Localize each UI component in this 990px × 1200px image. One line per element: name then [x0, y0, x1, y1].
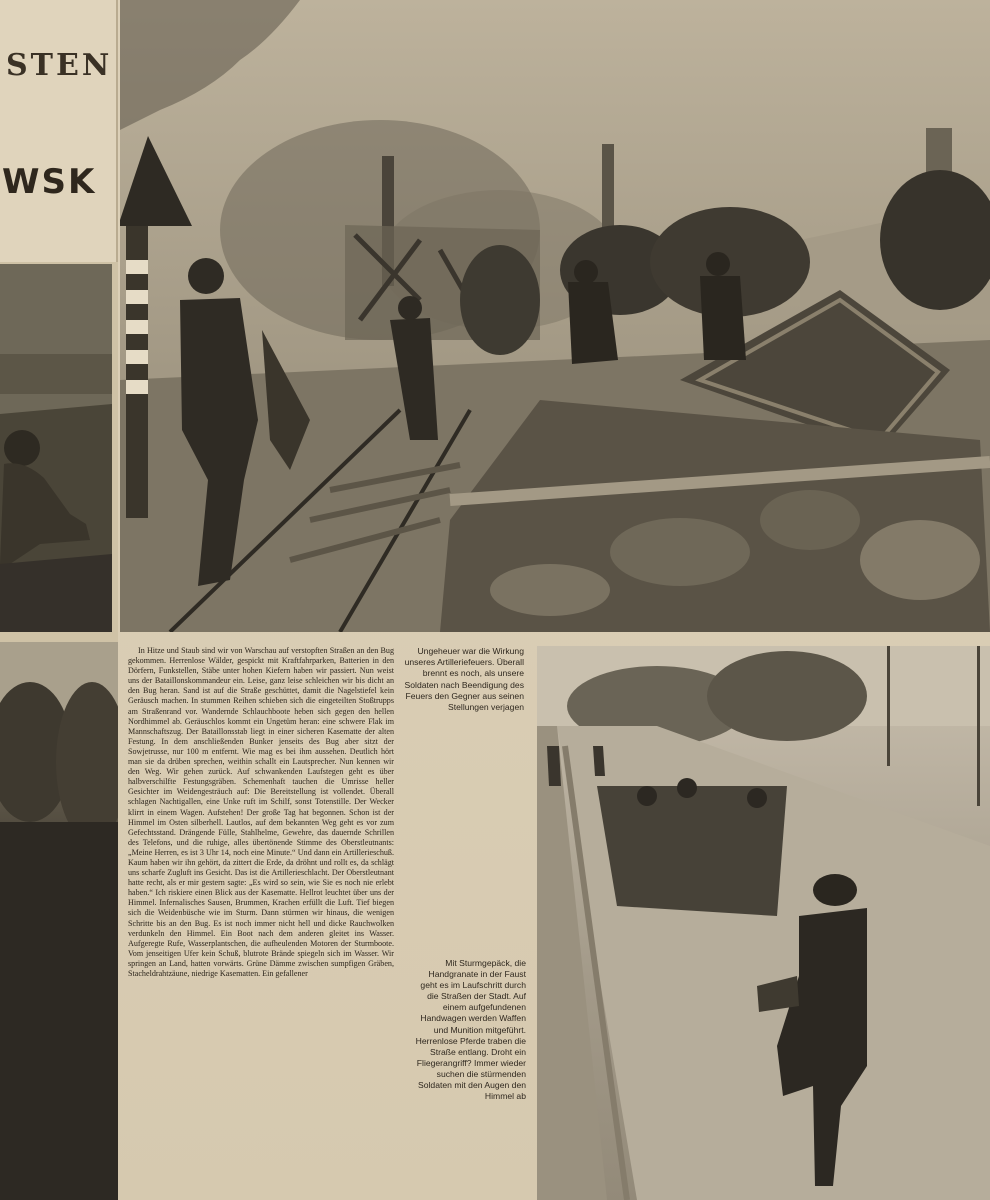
caption-assault: Mit Sturmgepäck, die Handgranate in der Faust geht es im Laufschritt durch die Straßen der Stadt. Auf einem aufgefundenen Handwagen werden Waffen und Munition mitgeführt. Herrenlose Pferde traben die Straße entlang. Droht ein Fliegerangriff? Immer wieder suchen die stürmenden Soldaten mit den Augen den Himmel ab [415, 958, 526, 1102]
headline-box [0, 0, 118, 262]
article-body: In Hitze und Staub sind wir von Warschau auf verstopften Straßen an den Bug gekommen. Herrenlose Wälder, gespickt mit Kraftfahrparken, Batterien in den Dörfern, Funkstellen, Stäbe unter hohen Kiefern haben wir passiert. Nun weist uns der Bataillonskommandeur ein. Leise, ganz leise schleichen wir bis dicht an den Bug heran. Sand ist auf die Straße geschüttet, damit die Nagelstiefel kein Geräusch machen. In stummen Reihen schieben sich die eingeteilten Stoßtrupps am Straßenrand vor. Wandernde Schlauchboote heben sich gegen den hellen Nordhimmel ab. Geräuschlos kommt ein Ungetüm heran: eine schwere Flak im Mannschaftszug. Der Bataillonsstab liegt in einer sicheren Kasematte der alten Festung. In dem anschließenden Bunker jenseits des Bug aber sitzt der Sowjetrusse, nur 100 m entfernt. Wie mag es bei ihm aussehen. Deutlich hört man sie da drüben sprechen, weithin schallt ein Lautsprecher. Nun kennen wir den Weg. Wir gehen zurück. Auf schwankenden Laufstegen geht es über halbverschilfte Festungsgräben. Schemenhaft tauchen die Umrisse heller Gesichter im Weidengesträuch auf: Die Bereitstellung ist vollendet. Überall schlagen Nachtigallen, eine Unke ruft im Schilf, sonst Totenstille. Der Wecker klirrt in einem Wagen. Aufstehen! Der große Tag hat begonnen. Schon ist der Himmel im Osten silberhell. Lautlos, auf dem bekannten Weg geht es vor zum Gefechtsstand. Drängende Fülle, Stahlhelme, Gewehre, das dauernde Schrillen des Telefons, und die ruhige, alles übertönende Stimme des Oberstleutnants: „Meine Herren, es ist 3 Uhr 14, noch eine Minute.“ Und dann ein Artillerieschuß. Kaum haben wir ihn gehört, da zittert die Erde, da dröhnt und rollt es, da schlägt uns scharfe Zugluft ins Gesicht. Das ist die Artillerieschlacht. Der Oberstleutnant hatte recht, als er mir gestern sagte: „Es wird so sein, wie Sie es noch nie erlebt haben.“ Ich riskiere einen Blick aus der Kasematte. Hellrot leuchtet über uns der Himmel. Infernalisches Sausen, Brummen, Krachen erfüllt die Luft. Tief biegen sich die Weidenbüsche wie im Sturm. Dann stürmen wir hinaus, die wenigen Schritte bis an den Bug. Es ist noch immer nicht hell und dicke Rauchwolken verdunkeln den Himmel. Ein Boot nach dem anderen gleitet ins Wasser. Aufgeregte Rufe, Wasserplantschen, die aufheulenden Motoren der Sturmboote. Vom jenseitigen Ufer kein Schuß, blutrote Brände spiegeln sich im Wasser. Wir springen an Land, hatten vorwärts. Grüne Dämme zwischen sumpfigen Gräben, Stacheldrahtzäune, niedrige Kasematten. Ein gefallener [128, 646, 394, 978]
left-strip-photo-soldier [0, 264, 112, 632]
photo-burning-town-barricade [120, 0, 990, 632]
photo-soldiers-street [537, 646, 990, 1200]
headline-line-1: STEN [6, 48, 113, 83]
article-text-column [128, 646, 394, 1126]
caption-artillery: Ungeheuer war die Wirkung unseres Artilleriefeuers. Überall brennt es noch, als unsere Soldaten nach Beendigung des Feuers den Gegner aus seinen Stellungen verjagen [404, 646, 524, 713]
left-strip-photo-trees [0, 642, 118, 1200]
left-page-strip [0, 0, 118, 1200]
headline-line-2: WSK [2, 162, 97, 202]
